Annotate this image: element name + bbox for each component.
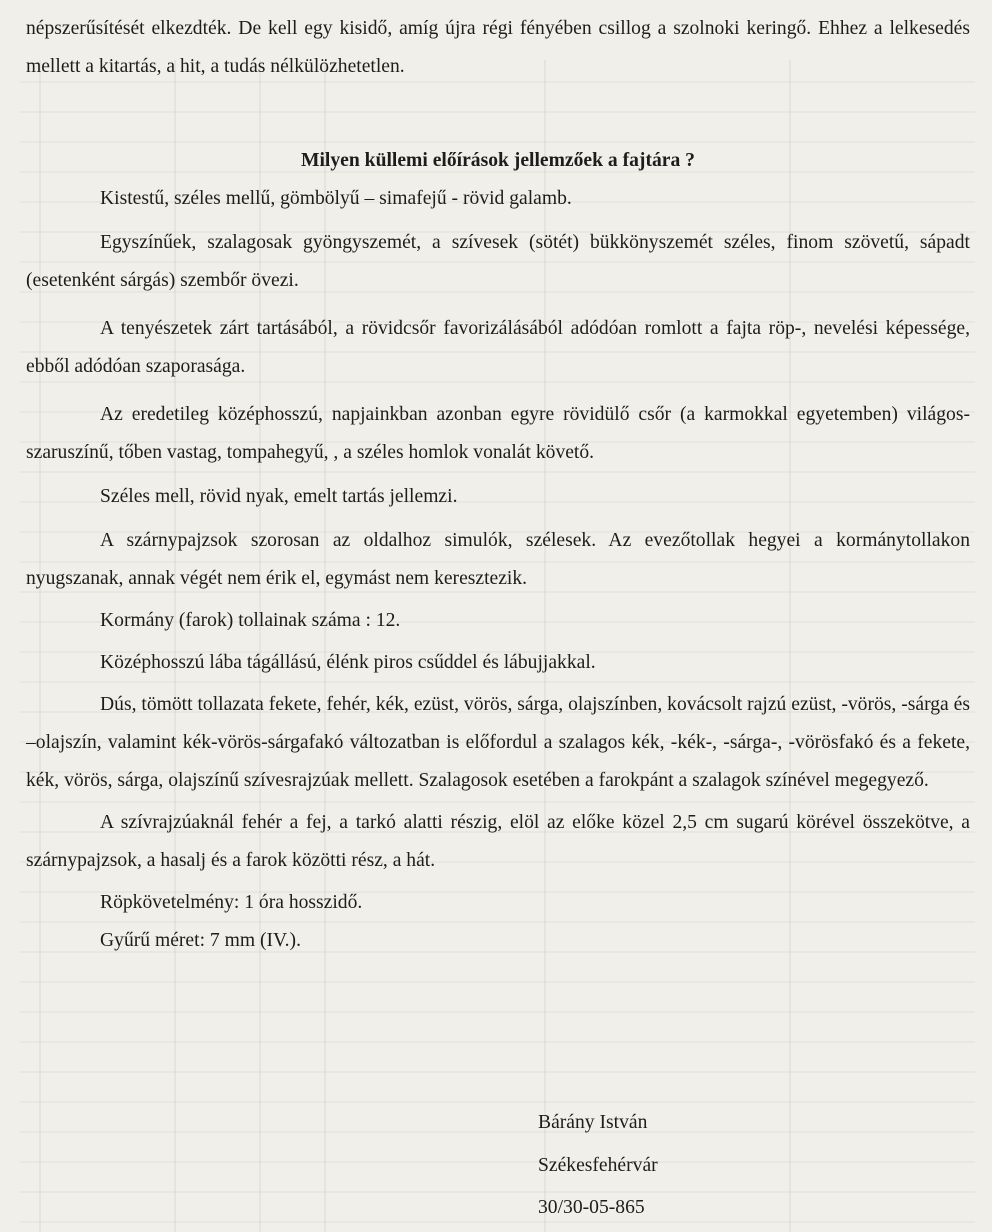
author-name: Bárány István (538, 1112, 648, 1133)
breed-standard-section (26, 142, 970, 960)
paragraph-legs: Középhosszú lába tágállású, élénk piros csűddel és lábujjakkal. (100, 652, 596, 673)
paragraph-wings: A szárnypajzsok szorosan az oldalhoz simulók, szélesek. Az evezőtollak hegyei a kormánytollakon nyugszanak, annak végét nem érik el, egymást nem keresztezik. (26, 530, 970, 589)
intro-paragraph: népszerűsítését elkezdték. De kell egy kisidő, amíg újra régi fényében csillog a szolnoki keringő. Ehhez a lelkesedés mellett a kitartás, a hit, a tudás nélkülözhetetlen. (26, 18, 970, 77)
paragraph-beak: Az eredetileg középhosszú, napjainkban azonban egyre rövidülő csőr (a karmokkal egyetemben) világos-szaruszínű, tőben vastag, tompahegyű, , a széles homlok vonalát követő. (26, 404, 970, 463)
author-city: Székesfehérvár (538, 1155, 658, 1176)
paragraph-ring-size: Gyűrű méret: 7 mm (IV.). (100, 930, 301, 951)
paragraph-body-size: Kistestű, széles mellű, gömbölyű – simafejű - rövid galamb. (100, 188, 572, 209)
paragraph-eyes: Egyszínűek, szalagosak gyöngyszemét, a szívesek (sötét) bükkönyszemét széles, finom szövetű, sápadt (esetenként sárgás) szembőr övezi. (26, 232, 970, 291)
author-phone: 30/30-05-865 (538, 1197, 645, 1218)
paragraph-tail-feathers: Kormány (farok) tollainak száma : 12. (100, 610, 401, 631)
paragraph-posture: Széles mell, rövid nyak, emelt tartás jellemzi. (100, 486, 458, 507)
paragraph-heart-pattern: A szívrajzúaknál fehér a fej, a tarkó alatti részig, elöl az előke közel 2,5 cm sugarú körével összekötve, a szárnypajzsok, a hasalj és a farok közötti rész, a hát. (26, 812, 970, 871)
paragraph-colors: Dús, tömött tollazata fekete, fehér, kék, ezüst, vörös, sárga, olajszínben, kovácsolt rajzú ezüst, -vörös, -sárga és –olajszín, valamint kék-vörös-sárgafakó változatban is előfordul a szalagos kék, -kék-, -sárga-, -vörösfakó és a fekete, kék, vörös, sárga, olajszínű szívesrajzúak mellett. Szalagosok esetében a farokpánt a szalagok színével megegyező. (26, 694, 970, 791)
author-signature (538, 1104, 658, 1227)
paragraph-breeding: A tenyészetek zárt tartásából, a rövidcsőr favorizálásából adódóan romlott a fajta röp-, nevelési képessége, ebből adódóan szaporasága. (26, 318, 970, 377)
paragraph-flight-requirement: Röpkövetelmény: 1 óra hosszidő. (100, 892, 363, 913)
section-heading: Milyen küllemi előírások jellemzőek a fajtára ? (301, 150, 695, 171)
